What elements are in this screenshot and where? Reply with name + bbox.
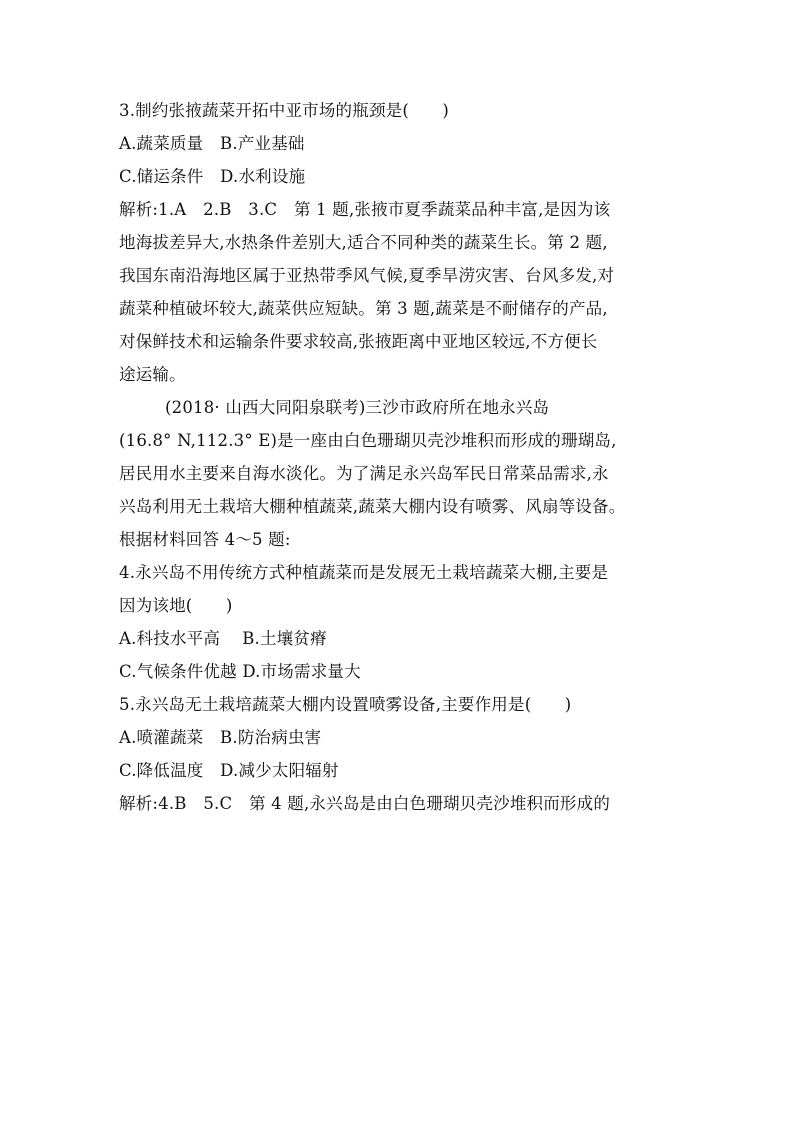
analysis-line: 对保鲜技术和运输条件要求较高,张掖距离中亚地区较远,不方便长 — [119, 332, 598, 351]
analysis-1-3 — [119, 199, 679, 386]
question-5-options-ab: A.喷灌蔬菜 B.防治病虫害 — [119, 728, 322, 747]
analysis-4-5 — [119, 793, 679, 815]
question-4-stem-line: 因为该地( ) — [119, 596, 233, 615]
material-line: 兴岛利用无土栽培大棚种植蔬菜,蔬菜大棚内设有喷雾、风扇等设备。 — [119, 497, 626, 516]
analysis-line: 蔬菜种植破坏较大,蔬菜供应短缺。第 3 题,蔬菜是不耐储存的产品, — [119, 299, 608, 318]
question-3-options-cd: C.储运条件 D.水利设施 — [119, 167, 306, 186]
material-line: 根据材料回答 4～5 题: — [119, 530, 291, 549]
analysis-line: 解析:1.A 2.B 3.C 第 1 题,张掖市夏季蔬菜品种丰富,是因为该 — [119, 200, 611, 219]
material-line: 居民用水主要来自海水淡化。为了满足永兴岛军民日常菜品需求,永 — [119, 464, 609, 483]
question-4-options-cd: C.气候条件优越 D.市场需求量大 — [119, 662, 361, 681]
question-5-options-cd: C.降低温度 D.减少太阳辐射 — [119, 761, 339, 780]
material-first-line: (2018· 山西大同阳泉联考)三沙市政府所在地永兴岛 — [165, 398, 550, 417]
question-4-stem-line: 4.永兴岛不用传统方式种植蔬菜而是发展无土栽培蔬菜大棚,主要是 — [119, 563, 609, 582]
question-3 — [119, 100, 679, 188]
analysis-line: 途运输。 — [119, 365, 186, 384]
analysis-line: 我国东南沿海地区属于亚热带季风气候,夏季旱涝灾害、台风多发,对 — [119, 266, 615, 285]
analysis-line: 解析:4.B 5.C 第 4 题,永兴岛是由白色珊瑚贝壳沙堆积而形成的 — [119, 794, 611, 813]
question-4 — [119, 562, 679, 683]
question-3-stem: 3.制约张掖蔬菜开拓中亚市场的瓶颈是( ) — [119, 101, 450, 120]
document-page — [119, 100, 679, 826]
material-line: (16.8° N,112.3° E)是一座由白色珊瑚贝壳沙堆积而形成的珊瑚岛, — [119, 431, 617, 450]
analysis-line: 地海拔差异大,水热条件差别大,适合不同种类的蔬菜生长。第 2 题, — [119, 233, 608, 252]
question-3-options-ab: A.蔬菜质量 B.产业基础 — [119, 134, 305, 153]
question-5-stem: 5.永兴岛无土栽培蔬菜大棚内设置喷雾设备,主要作用是( ) — [119, 695, 572, 714]
question-5 — [119, 694, 679, 782]
material-passage — [119, 397, 679, 551]
question-4-options-ab: A.科技水平高 B.土壤贫瘠 — [119, 629, 327, 648]
